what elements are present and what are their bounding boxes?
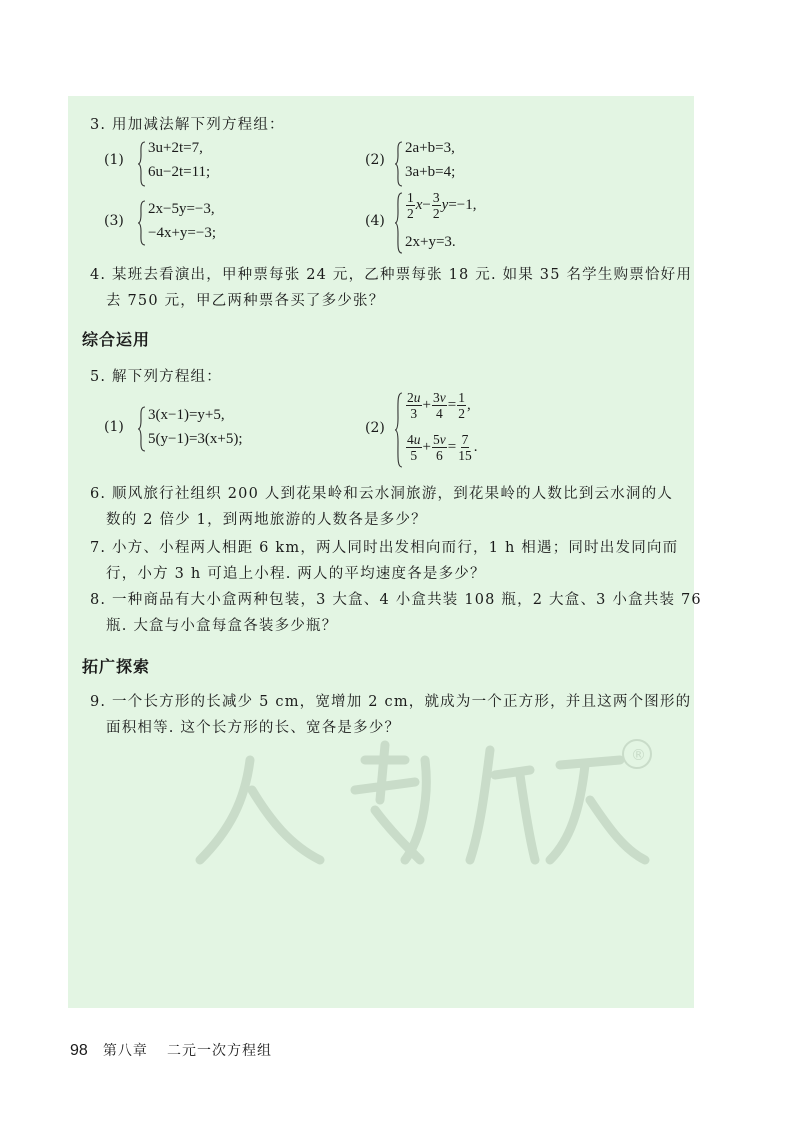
brace-icon — [137, 200, 147, 246]
problem-9-line-2: 面积相等. 这个长方形的长、宽各是多少？ — [106, 720, 401, 736]
section-heading-explore: 拓广探索 — [82, 657, 151, 676]
chapter-label: 第八章 — [102, 1043, 148, 1059]
equation-1: 2a+b=3, — [405, 140, 455, 156]
problem-7-line-2: 行，小方 3 h 可追上小程. 两人的平均速度各是多少？ — [106, 566, 486, 582]
equation-1: 3(x−1)=y+5, — [148, 407, 225, 423]
equation-2: 6u−2t=11; — [148, 164, 211, 180]
part-label: (4) — [365, 213, 385, 229]
equation-1: $\frac{1}{2}$ x− $\frac{3}{2}$ y=−1, — [407, 190, 477, 221]
problem-6-line-1: 6. 顺风旅行社组织 200 人到花果岭和云水洞旅游，到花果岭的人数比到云水洞的人 — [90, 486, 674, 502]
section-heading-apply: 综合运用 — [82, 330, 151, 349]
problem-3-part-3 — [104, 199, 324, 247]
part-label: (2) — [365, 152, 385, 168]
equation-2: 5(y−1)=3(x+5); — [148, 431, 243, 447]
problem-4-line-1: 4. 某班去看演出，甲种票每张 24 元，乙种票每张 18 元. 如果 35 名学生购票恰好用 — [90, 267, 693, 283]
problem-3-stem: 3. 用加减法解下列方程组： — [90, 117, 285, 133]
problem-8-line-1: 8. 一种商品有大小盒两种包装，3 大盒、4 小盒共装 108 瓶，2 大盒、3 小盒共装 76 — [90, 592, 702, 608]
page-footer — [70, 1040, 272, 1060]
problem-7-line-1: 7. 小方、小程两人相距 6 km，两人同时出发相向而行，1 h 相遇；同时出发同向而 — [90, 540, 679, 556]
brace-icon — [394, 392, 404, 468]
problem-6-line-2: 数的 2 倍少 1，到两地旅游的人数各是多少？ — [106, 512, 427, 528]
problem-9-line-1: 9. 一个长方形的长减少 5 cm，宽增加 2 cm，就成为一个正方形，并且这两个图形的 — [90, 694, 692, 710]
problem-3-part-4 — [365, 190, 585, 256]
brace-icon — [394, 192, 404, 254]
chapter-title: 二元一次方程组 — [166, 1043, 272, 1059]
problem-5-part-1 — [104, 405, 324, 453]
page-number: 98 — [70, 1042, 88, 1059]
equation-2: $\frac{4u}{5}$ + $\frac{5v}{6}$ = $\frac{7}{15}$ . — [407, 432, 478, 463]
equation-2: −4x+y=−3; — [148, 225, 217, 241]
part-label: (2) — [365, 420, 385, 436]
equation-1: $\frac{2u}{3}$ + $\frac{3v}{4}$ = $\frac{1}{2}$ , — [407, 390, 471, 421]
brace-icon — [137, 406, 147, 452]
problem-3-part-1 — [104, 140, 304, 188]
equation-1: 2x−5y=−3, — [148, 201, 215, 217]
part-label: (1) — [104, 152, 124, 168]
problem-5-stem: 5. 解下列方程组： — [90, 369, 222, 385]
part-label: (3) — [104, 213, 124, 229]
problem-8-line-2: 瓶. 大盒与小盒每盒各装多少瓶？ — [106, 618, 338, 634]
problem-4-line-2: 去 750 元，甲乙两种票各买了多少张？ — [106, 293, 385, 309]
registered-mark: ® — [631, 746, 646, 764]
publisher-watermark — [190, 720, 660, 870]
part-label: (1) — [104, 419, 124, 435]
equation-2: 2x+y=3. — [405, 234, 456, 250]
equation-1: 3u+2t=7, — [148, 140, 203, 156]
brace-icon — [137, 141, 147, 187]
problem-3-part-2 — [365, 140, 565, 188]
brace-icon — [394, 141, 404, 187]
problem-5-part-2 — [365, 390, 585, 470]
equation-2: 3a+b=4; — [405, 164, 456, 180]
